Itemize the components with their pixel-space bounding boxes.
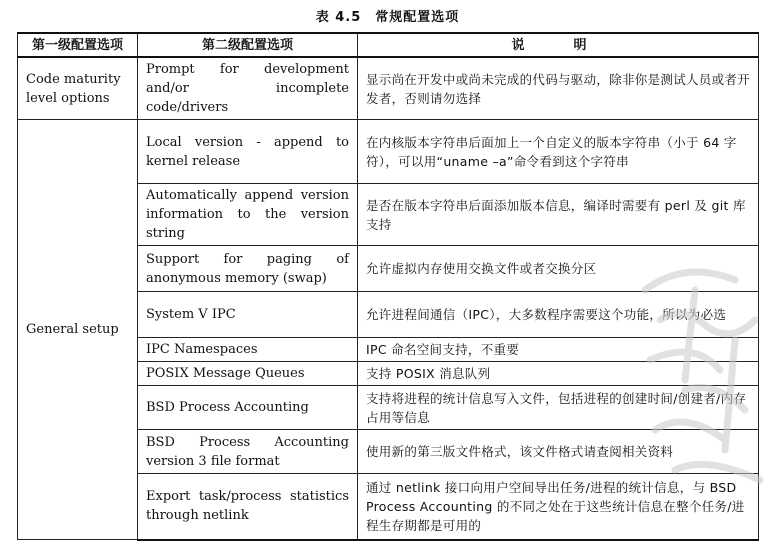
header-level2: 第二级配置选项 <box>138 33 358 57</box>
header-description: 说 明 <box>358 33 759 57</box>
description-cell: 在内核版本字符串后面加上一个自定义的版本字符串（小于 64 字符），可以用“uname –a”命令看到这个字符串 <box>358 120 759 184</box>
description-cell: 显示尚在开发中或尚未完成的代码与驱动，除非你是测试人员或者开发者，否则请勿选择 <box>358 57 759 120</box>
level1-cell: General setup <box>18 120 138 540</box>
level2-cell: Support for paging of anonymous memory (swap) <box>138 246 358 292</box>
level2-cell: BSD Process Accounting <box>138 386 358 430</box>
level2-cell: System V IPC <box>138 292 358 338</box>
description-cell: 支持将进程的统计信息写入文件，包括进程的创建时间/创建者/内存占用等信息 <box>358 386 759 430</box>
description-cell: 允许虚拟内存使用交换文件或者交换分区 <box>358 246 759 292</box>
level2-cell: Export task/process statistics through netlink <box>138 474 358 540</box>
table-header-row <box>18 33 759 57</box>
description-cell: 是否在版本字符串后面添加版本信息，编译时需要有 perl 及 git 库支持 <box>358 184 759 246</box>
level2-cell: Prompt for development and/or incomplete code/drivers <box>138 57 358 120</box>
table-row <box>18 120 759 184</box>
header-level1: 第一级配置选项 <box>18 33 138 57</box>
config-options-table <box>17 32 759 541</box>
table-row <box>18 57 759 120</box>
level1-cell: Code maturity level options <box>18 57 138 120</box>
table-caption: 表 4.5 常规配置选项 <box>315 10 460 25</box>
level2-cell: Local version - append to kernel release <box>138 120 358 184</box>
description-cell: 支持 POSIX 消息队列 <box>358 362 759 386</box>
description-cell: 允许进程间通信（IPC），大多数程序需要这个功能，所以为必选 <box>358 292 759 338</box>
description-cell: 通过 netlink 接口向用户空间导出任务/进程的统计信息，与 BSD Process Accounting 的不同之处在于这些统计信息在整个任务/进程生存期都是可用的 <box>358 474 759 540</box>
level2-cell: IPC Namespaces <box>138 338 358 362</box>
level2-cell: POSIX Message Queues <box>138 362 358 386</box>
description-cell: IPC 命名空间支持，不重要 <box>358 338 759 362</box>
description-cell: 使用新的第三版文件格式，该文件格式请查阅相关资料 <box>358 430 759 474</box>
level2-cell: Automatically append version information to the version string <box>138 184 358 246</box>
level2-cell: BSD Process Accounting version 3 file format <box>138 430 358 474</box>
